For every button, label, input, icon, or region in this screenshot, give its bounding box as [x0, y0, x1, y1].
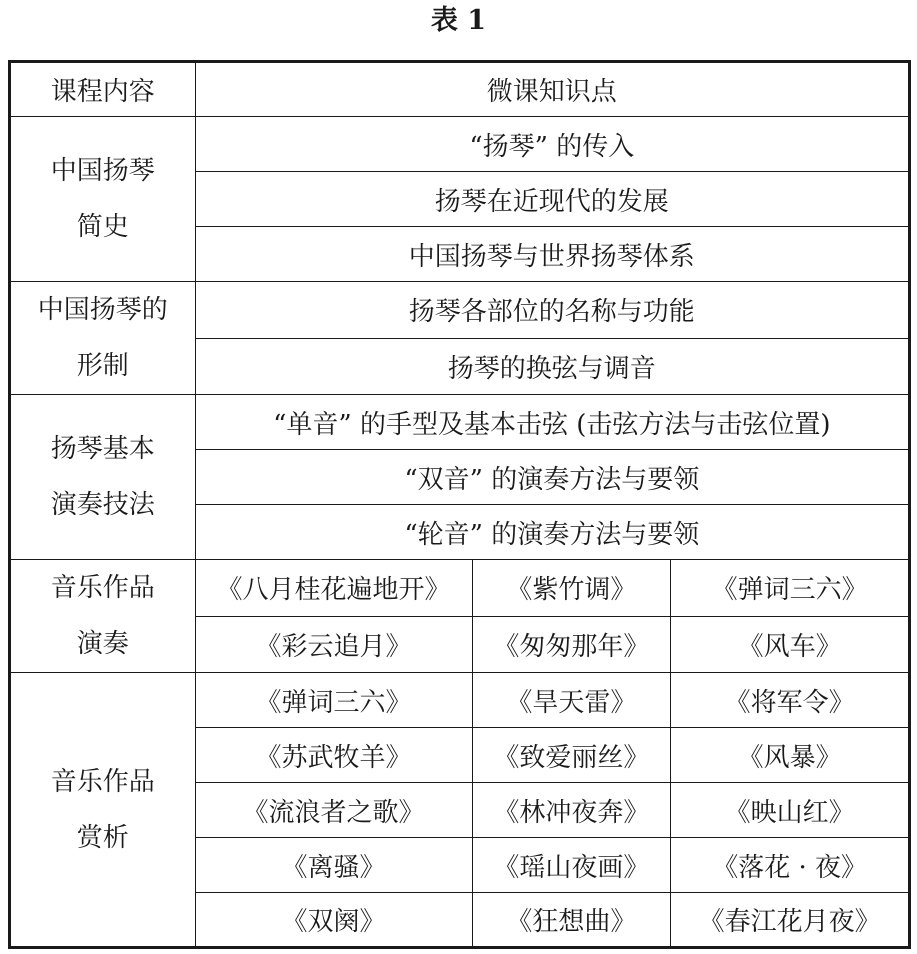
header-category: 课程内容: [10, 62, 196, 117]
category-cell: [10, 560, 196, 673]
category-line: 演奏技法: [50, 490, 155, 520]
knowledge-point: 扬琴的换弦与调音: [195, 338, 909, 395]
knowledge-point: “轮音” 的演奏方法与要领: [195, 505, 909, 560]
table-title: 表 1: [430, 5, 487, 36]
category-line: 赏析: [76, 822, 129, 853]
table-row: [10, 673, 910, 728]
table-row: [10, 282, 910, 339]
category-cell: [10, 673, 196, 948]
knowledge-point: 扬琴在近现代的发展: [195, 172, 909, 227]
piece-cell: 《双阕》: [195, 893, 472, 948]
table-row: [10, 560, 910, 617]
piece-cell: 《将军令》: [671, 673, 910, 728]
piece-cell: 《苏武牧羊》: [195, 728, 472, 783]
piece-cell: 《致爱丽丝》: [472, 728, 671, 783]
piece-cell: 《八月桂花遍地开》: [195, 560, 472, 617]
category-line: 音乐作品: [50, 766, 155, 797]
category-cell: [10, 395, 196, 560]
category-line: 形制: [76, 351, 129, 381]
piece-cell: 《春江花月夜》: [671, 893, 910, 948]
piece-cell: 《狂想曲》: [472, 893, 671, 948]
table-row: [10, 395, 910, 450]
knowledge-point: 中国扬琴与世界扬琴体系: [195, 227, 909, 282]
piece-cell: 《匆匆那年》: [472, 616, 671, 673]
category-line: 音乐作品: [50, 573, 155, 603]
knowledge-point: “双音” 的演奏方法与要领: [195, 450, 909, 505]
piece-cell: 《离骚》: [195, 838, 472, 893]
knowledge-point: 扬琴各部位的名称与功能: [195, 282, 909, 339]
table-header-row: [10, 62, 910, 117]
category-line: 中国扬琴的: [37, 295, 168, 325]
piece-cell: 《映山红》: [671, 783, 910, 838]
category-line: 中国扬琴: [50, 156, 155, 186]
knowledge-point: “扬琴” 的传入: [195, 117, 909, 172]
knowledge-point: “单音” 的手型及基本击弦 (击弦方法与击弦位置): [195, 395, 909, 450]
piece-cell: 《弹词三六》: [195, 673, 472, 728]
category-cell: [10, 117, 196, 282]
piece-cell: 《风暴》: [671, 728, 910, 783]
category-cell: [10, 282, 196, 395]
table-row: [10, 117, 910, 172]
piece-cell: 《瑶山夜画》: [472, 838, 671, 893]
category-line: 扬琴基本: [50, 434, 155, 464]
piece-cell: 《落花 · 夜》: [671, 838, 910, 893]
category-line: 演奏: [76, 629, 129, 659]
piece-cell: 《弹词三六》: [671, 560, 910, 617]
header-points: 微课知识点: [195, 62, 909, 117]
piece-cell: 《流浪者之歌》: [195, 783, 472, 838]
category-line: 简史: [76, 212, 129, 242]
piece-cell: 《彩云追月》: [195, 616, 472, 673]
piece-cell: 《紫竹调》: [472, 560, 671, 617]
piece-cell: 《风车》: [671, 616, 910, 673]
piece-cell: 《林冲夜奔》: [472, 783, 671, 838]
course-table: [8, 60, 911, 949]
piece-cell: 《旱天雷》: [472, 673, 671, 728]
